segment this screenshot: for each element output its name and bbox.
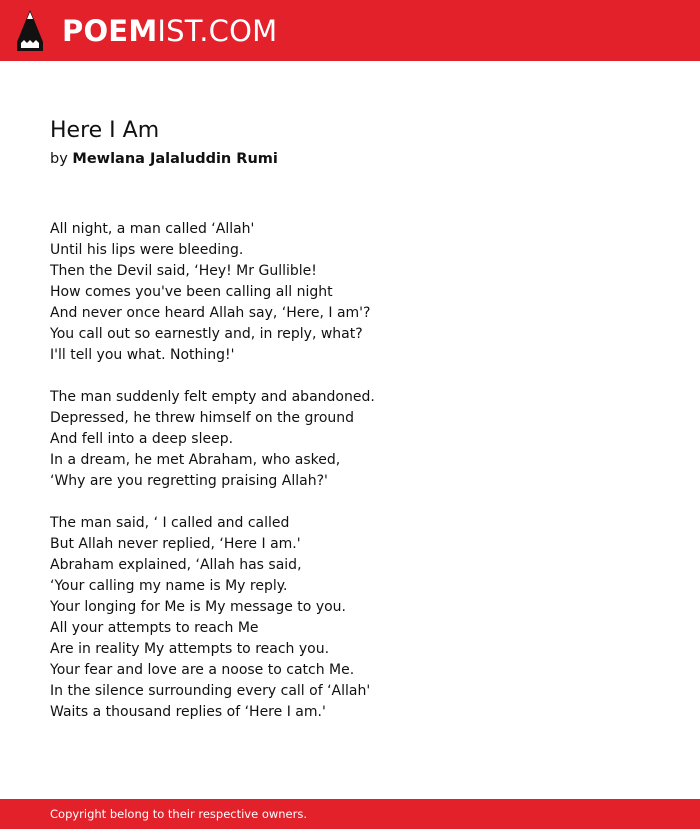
poem-line: In the silence surrounding every call of ‘Allah'	[50, 683, 371, 699]
site-header	[0, 0, 700, 61]
poem-line: Until his lips were bleeding.	[50, 242, 244, 258]
poem-line: Are in reality My attempts to reach you.	[50, 641, 330, 657]
poem-author: Mewlana Jalaluddin Rumi	[72, 151, 278, 167]
poem-stanza	[50, 513, 650, 723]
poem-line: And fell into a deep sleep.	[50, 431, 234, 447]
poem-line: You call out so earnestly and, in reply, what?	[50, 326, 363, 342]
poem-line: Then the Devil said, ‘Hey! Mr Gullible!	[50, 263, 317, 279]
poem-line: Abraham explained, ‘Allah has said,	[50, 557, 302, 573]
poem-line: All night, a man called ‘Allah'	[50, 221, 255, 237]
poem-line: I'll tell you what. Nothing!'	[50, 347, 235, 363]
poem-line: All your attempts to reach Me	[50, 620, 259, 636]
poem-line: Your fear and love are a noose to catch Me.	[50, 662, 355, 678]
site-footer	[0, 799, 700, 829]
poem-title: Here I Am	[50, 118, 160, 143]
poem-line: Your longing for Me is My message to you.	[50, 599, 346, 615]
site-logo[interactable]	[62, 13, 277, 49]
byline-prefix: by	[50, 151, 68, 167]
poem-line: The man suddenly felt empty and abandoned.	[50, 389, 375, 405]
poem-byline	[50, 148, 278, 170]
poem-body	[50, 219, 650, 744]
copyright-notice: Copyright belong to their respective owners.	[50, 807, 308, 821]
poem-line: And never once heard Allah say, ‘Here, I am'?	[50, 305, 371, 321]
logo-text-bold: POEM	[62, 14, 158, 48]
poem-stanza	[50, 387, 650, 492]
logo-text-light: IST.COM	[157, 14, 278, 48]
poem-line: Waits a thousand replies of ‘Here I am.'	[50, 704, 326, 720]
poem-line: In a dream, he met Abraham, who asked,	[50, 452, 341, 468]
poem-stanza	[50, 219, 650, 366]
poem-line: Depressed, he threw himself on the ground	[50, 410, 355, 426]
poem-line: ‘Why are you regretting praising Allah?'	[50, 473, 328, 489]
pencil-tip-icon[interactable]	[17, 10, 43, 51]
poem-line: But Allah never replied, ‘Here I am.'	[50, 536, 301, 552]
poem-line: ‘Your calling my name is My reply.	[50, 578, 288, 594]
poem-line: How comes you've been calling all night	[50, 284, 333, 300]
poem-line: The man said, ‘ I called and called	[50, 515, 290, 531]
